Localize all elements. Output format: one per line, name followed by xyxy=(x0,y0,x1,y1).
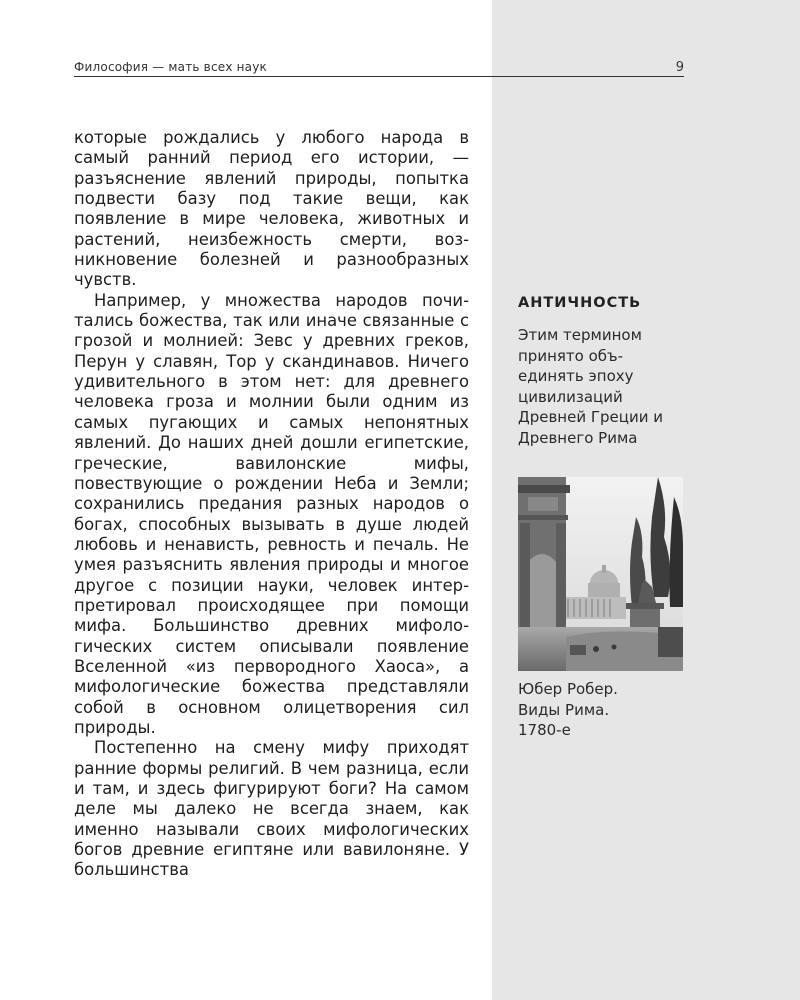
caption-date: 1780-е xyxy=(518,721,571,739)
main-text-column xyxy=(74,128,469,881)
figure-caption xyxy=(518,679,683,741)
sidebar-term-definition: Этим термином принято объединять эпоху цивилизаций Древней Греции и Древнего Рима xyxy=(518,326,663,447)
running-header xyxy=(74,60,684,77)
sidebar-term-title: АНТИЧНОСТЬ xyxy=(518,295,642,311)
caption-title: Виды Рима. xyxy=(518,700,610,719)
engraving-illustration xyxy=(518,477,683,671)
paragraph-1: которые рождались у любого народа в самый ранний период его истории, — разъяснение явлений природы, попытка подвести базу под такие вещи, как появление в мире человека, животных и растений, неизбежность смерти, возникновение болезней и разнообразных чувств. xyxy=(74,128,469,290)
running-title: Философия — мать всех наук xyxy=(74,60,267,74)
paragraph-3: Постепенно на смену мифу приходят ранние формы религий. В чем разница, если и там, и здесь фигурируют боги? На самом деле мы далеко не всегда знаем, как именно называли своих мифологических богов древние египтяне или вавилоняне. У большинства xyxy=(74,738,469,880)
caption-author: Юбер Робер. xyxy=(518,680,618,698)
roman-ruins-engraving xyxy=(518,477,683,671)
paragraph-2: Например, у множества народов почитались божества, так или иначе связанные с грозой и молнией: Зевс у древних греков, Перун у славян, Тор у скандинавов. Ничего удивительного в этом нет: для древнего человека гроза и молнии были одним из самых пугающих и самых непонятных явлений. До наших дней дошли египетские, греческие, вавилонские мифы, повествующие о рождении Неба и Земли; сохранились предания разных народов о богах, способных вызывать в душе людей любовь и ненависть, ревность и печаль. Не умея разъяснить явления природы и многое другое с позиции науки, человек интерпретировал происходящее при помощи мифа. Большинство древних мифологических систем описывали появление Вселенной «из первородного Хаоса», а мифологические божества представляли собой в основном олицетворения сил природы. xyxy=(74,290,469,737)
page-number: 9 xyxy=(675,60,684,75)
